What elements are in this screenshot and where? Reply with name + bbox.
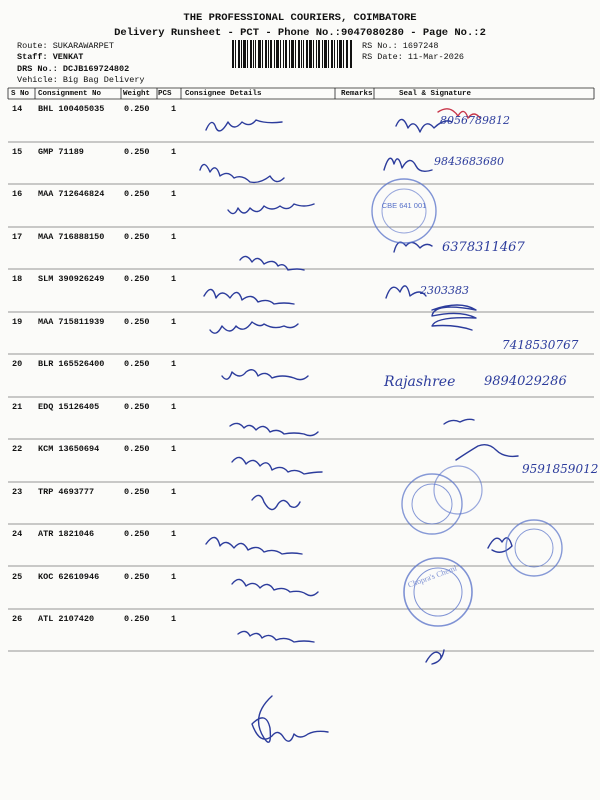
col-remarks: Remarks bbox=[341, 90, 373, 98]
row-pcs: 1 bbox=[171, 104, 177, 114]
row-consignment: ATL 2107420 bbox=[38, 614, 95, 624]
row-pcs: 1 bbox=[171, 614, 177, 624]
row-pcs: 1 bbox=[171, 317, 177, 327]
row-weight: 0.250 bbox=[124, 232, 150, 242]
row-consignment: BHL 100405035 bbox=[38, 104, 105, 114]
handwritten-phone: 9894029286 bbox=[484, 374, 567, 389]
handwritten-phone: 9843683680 bbox=[434, 155, 504, 168]
row-sno: 18 bbox=[12, 274, 23, 284]
handwritten-number: 2303383 bbox=[420, 284, 469, 297]
row-consignment: KOC 62610946 bbox=[38, 572, 100, 582]
row-pcs: 1 bbox=[171, 572, 177, 582]
footer-signature bbox=[252, 696, 328, 742]
row-consignment: BLR 165526400 bbox=[38, 359, 105, 369]
row-consignment: KCM 13650694 bbox=[38, 444, 100, 454]
row-sno: 15 bbox=[12, 147, 23, 157]
row-weight: 0.250 bbox=[124, 359, 150, 369]
row-sno: 19 bbox=[12, 317, 23, 327]
stamp-circle bbox=[506, 520, 562, 576]
row-consignment: EDQ 15126405 bbox=[38, 402, 100, 412]
row-sno: 21 bbox=[12, 402, 23, 412]
col-consignment: Consignment No bbox=[38, 90, 102, 98]
row-pcs: 1 bbox=[171, 359, 177, 369]
stamp-circle bbox=[404, 558, 472, 626]
vehicle-label: Vehicle: Big Bag Delivery bbox=[17, 75, 145, 85]
row-pcs: 1 bbox=[171, 147, 177, 157]
row-consignment: TRP 4693777 bbox=[38, 487, 95, 497]
row-weight: 0.250 bbox=[124, 529, 150, 539]
consignee-signature bbox=[222, 370, 308, 380]
row-pcs: 1 bbox=[171, 402, 177, 412]
seal-signature bbox=[456, 445, 518, 460]
row-weight: 0.250 bbox=[124, 402, 150, 412]
row-consignment: MAA 716888150 bbox=[38, 232, 105, 242]
row-sno: 25 bbox=[12, 572, 23, 582]
row-weight: 0.250 bbox=[124, 189, 150, 199]
col-sno: S No bbox=[11, 90, 30, 98]
col-weight: Weight bbox=[123, 90, 151, 98]
seal-signature bbox=[488, 538, 512, 552]
consignee-signature bbox=[232, 579, 318, 595]
stamp-circle bbox=[372, 179, 436, 243]
row-weight: 0.250 bbox=[124, 104, 150, 114]
row-sno: 20 bbox=[12, 359, 23, 369]
staff-label: Staff: VENKAT bbox=[17, 52, 84, 62]
row-pcs: 1 bbox=[171, 444, 177, 454]
row-sno: 17 bbox=[12, 232, 23, 242]
consignee-signature bbox=[204, 289, 294, 304]
handwritten-phone: 9591859012 bbox=[522, 462, 599, 476]
seal-signature bbox=[426, 650, 444, 664]
seal-signature bbox=[394, 242, 432, 252]
handwritten-phone: 6378311467 bbox=[442, 240, 525, 255]
consignee-signature bbox=[228, 204, 314, 214]
handwritten-phone: 7418530767 bbox=[502, 338, 579, 352]
row-pcs: 1 bbox=[171, 232, 177, 242]
stamp-text: CBE 641 001 bbox=[381, 201, 427, 210]
handwritten-phone: 8056789812 bbox=[440, 114, 510, 127]
row-consignment: MAA 715811939 bbox=[38, 317, 105, 327]
consignee-signature bbox=[210, 322, 298, 333]
row-sno: 22 bbox=[12, 444, 23, 454]
row-weight: 0.250 bbox=[124, 317, 150, 327]
consignee-signature bbox=[200, 164, 284, 182]
row-sno: 26 bbox=[12, 614, 23, 624]
row-sno: 23 bbox=[12, 487, 23, 497]
consignee-signature bbox=[206, 120, 282, 131]
drs-number: DRS No.: DCJB169724802 bbox=[17, 64, 130, 74]
row-consignment: GMP 71189 bbox=[38, 147, 84, 157]
row-pcs: 1 bbox=[171, 274, 177, 284]
row-sno: 16 bbox=[12, 189, 23, 199]
row-weight: 0.250 bbox=[124, 274, 150, 284]
row-weight: 0.250 bbox=[124, 147, 150, 157]
rs-number: RS No.: 1697248 bbox=[362, 41, 439, 51]
row-pcs: 1 bbox=[171, 487, 177, 497]
consignee-signature bbox=[240, 256, 304, 270]
row-sno: 14 bbox=[12, 104, 23, 114]
row-consignment: SLM 390926249 bbox=[38, 274, 105, 284]
row-weight: 0.250 bbox=[124, 614, 150, 624]
row-pcs: 1 bbox=[171, 529, 177, 539]
row-weight: 0.250 bbox=[124, 444, 150, 454]
row-pcs: 1 bbox=[171, 189, 177, 199]
consignee-signature bbox=[252, 495, 300, 509]
row-consignment: MAA 712646824 bbox=[38, 189, 105, 199]
row-weight: 0.250 bbox=[124, 487, 150, 497]
seal-scribble bbox=[432, 305, 476, 330]
route-label: Route: SUKARAWARPET bbox=[17, 41, 114, 51]
rs-date: RS Date: 11-Mar-2026 bbox=[362, 52, 465, 62]
col-seal: Seal & Signature bbox=[399, 90, 472, 98]
stamp-text: Chopra's Cheml bbox=[406, 563, 459, 590]
runsheet-subtitle: Delivery Runsheet - PCT - Phone No.:9047080280 - Page No.:2 bbox=[114, 27, 486, 39]
consignee-signature bbox=[238, 631, 314, 642]
row-consignment: ATR 1821046 bbox=[38, 529, 95, 539]
consignee-signature bbox=[232, 457, 322, 474]
company-title: THE PROFESSIONAL COURIERS, COIMBATORE bbox=[183, 12, 417, 24]
col-pcs: PCS bbox=[158, 90, 172, 98]
consignee-signature bbox=[230, 423, 318, 435]
row-sno: 24 bbox=[12, 529, 23, 539]
seal-signature bbox=[384, 158, 432, 171]
stamp-circle bbox=[402, 474, 462, 534]
handwritten-name: Rajashree bbox=[384, 374, 456, 390]
consignee-signature bbox=[206, 537, 302, 554]
seal-signature bbox=[444, 419, 474, 424]
col-consignee: Consignee Details bbox=[185, 90, 262, 98]
row-weight: 0.250 bbox=[124, 572, 150, 582]
